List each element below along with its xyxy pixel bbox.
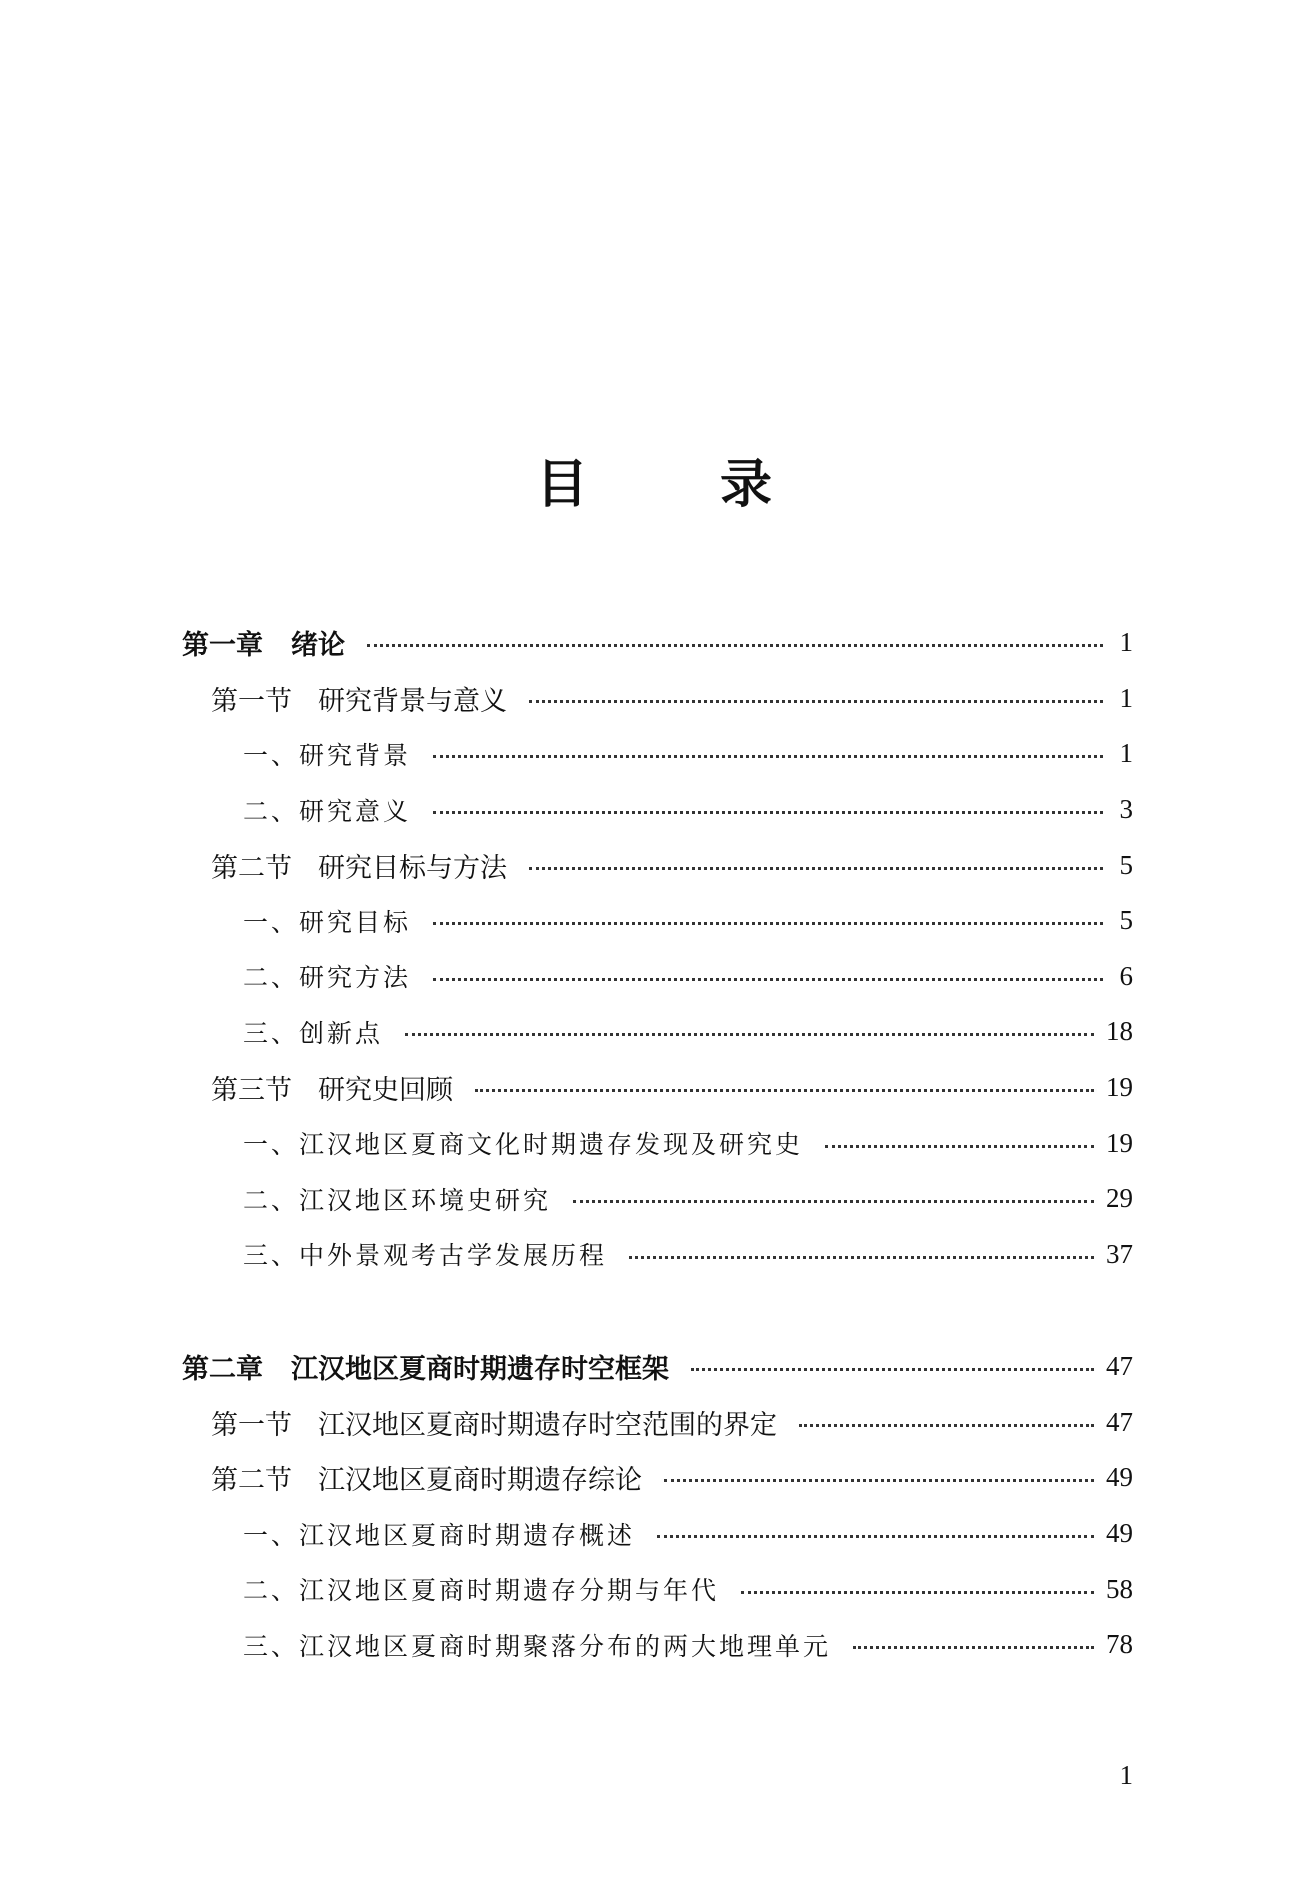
toc-chapter-1-section-3[interactable] (0, 1060, 1308, 1116)
dot-leader (367, 644, 1103, 647)
toc-item[interactable] (0, 1617, 1308, 1673)
dot-leader (529, 700, 1103, 703)
toc-chapter-2-section-2[interactable] (0, 1450, 1308, 1506)
toc-page-number: 1 (1119, 682, 1133, 713)
dot-leader (475, 1089, 1094, 1092)
toc-page-number: 37 (1106, 1238, 1133, 1269)
toc-chapter-number: 第一章 (182, 630, 263, 662)
toc-page-number: 29 (1106, 1183, 1133, 1214)
dot-leader (664, 1479, 1094, 1482)
toc-page-number: 5 (1119, 905, 1133, 936)
toc-page-number: 47 (1106, 1406, 1133, 1437)
toc-item[interactable] (0, 1227, 1308, 1283)
toc-section-label (211, 1458, 642, 1497)
dot-leader (433, 978, 1103, 981)
dot-leader (799, 1424, 1094, 1427)
toc-section-number: 第二节 (211, 852, 292, 884)
toc-item-label: 一、研究目标 (243, 907, 412, 937)
toc-section-title: 研究史回顾 (318, 1075, 453, 1107)
toc-page-number: 1 (1119, 738, 1133, 769)
toc-page-number: 18 (1106, 1016, 1133, 1047)
toc-chapter-2[interactable] (0, 1339, 1308, 1395)
dot-leader (657, 1535, 1094, 1538)
dot-leader (529, 867, 1103, 870)
toc-item[interactable] (0, 726, 1308, 782)
toc-chapter-1-label (182, 623, 345, 662)
toc-page-number: 19 (1106, 1127, 1133, 1158)
toc-item-label: 二、研究意义 (243, 796, 412, 826)
toc-item-label: 一、江汉地区夏商时期遗存概述 (243, 1520, 636, 1550)
toc-section-title: 江汉地区夏商时期遗存时空范围的界定 (318, 1409, 777, 1441)
dot-leader (405, 1033, 1094, 1036)
toc-item[interactable] (0, 949, 1308, 1005)
dot-leader (433, 811, 1103, 814)
toc-section-number: 第一节 (211, 685, 292, 717)
toc-section-number: 第二节 (211, 1465, 292, 1497)
toc-chapter-2-section-1[interactable] (0, 1395, 1308, 1451)
dot-leader (825, 1145, 1094, 1148)
dot-leader (629, 1256, 1094, 1259)
toc-page-number: 1 (1119, 627, 1133, 658)
toc-page-number: 49 (1106, 1462, 1133, 1493)
dot-leader (573, 1200, 1094, 1203)
toc-item[interactable] (0, 893, 1308, 949)
toc-item[interactable] (0, 1171, 1308, 1227)
dot-leader (691, 1368, 1094, 1371)
page-title: 目 录 (535, 454, 812, 515)
toc-page-number: 47 (1106, 1351, 1133, 1382)
toc-section-title: 江汉地区夏商时期遗存综论 (318, 1465, 642, 1497)
toc-section-label (211, 1068, 453, 1107)
toc-section-label (211, 846, 507, 885)
toc-chapter-title: 江汉地区夏商时期遗存时空框架 (291, 1354, 669, 1386)
toc-page-number: 6 (1119, 960, 1133, 991)
toc-item-label: 一、研究背景 (243, 740, 412, 770)
toc-section-label (211, 1403, 777, 1442)
toc-page-number: 58 (1106, 1573, 1133, 1604)
toc-chapter-1-section-1[interactable] (0, 671, 1308, 727)
toc-item[interactable] (0, 782, 1308, 838)
toc-page-number: 5 (1119, 849, 1133, 880)
toc-section-number: 第一节 (211, 1409, 292, 1441)
toc-page-number: 3 (1119, 794, 1133, 825)
toc-item-label: 三、中外景观考古学发展历程 (243, 1241, 608, 1271)
dot-leader (741, 1591, 1094, 1594)
toc-item-label: 三、江汉地区夏商时期聚落分布的两大地理单元 (243, 1631, 832, 1661)
toc-item[interactable] (0, 1561, 1308, 1617)
toc-section-label (211, 679, 507, 718)
toc-page-number: 19 (1106, 1072, 1133, 1103)
toc-item-label: 三、创新点 (243, 1018, 384, 1048)
dot-leader (433, 922, 1103, 925)
toc-item-label: 二、研究方法 (243, 963, 412, 993)
toc-chapter-1-section-2[interactable] (0, 837, 1308, 893)
toc-page-number: 78 (1106, 1629, 1133, 1660)
toc-item[interactable] (0, 1115, 1308, 1171)
dot-leader (853, 1646, 1094, 1649)
toc-chapter-1-group (0, 615, 1308, 1282)
toc-section-title: 研究目标与方法 (318, 852, 507, 884)
dot-leader (433, 755, 1103, 758)
toc-chapter-1[interactable] (0, 615, 1308, 671)
toc-item-label: 一、江汉地区夏商文化时期遗存发现及研究史 (243, 1130, 804, 1160)
page-folio-number: 1 (1119, 1760, 1133, 1790)
toc-chapter-title: 绪论 (291, 630, 345, 662)
toc-section-title: 研究背景与意义 (318, 685, 507, 717)
toc-item[interactable] (0, 1004, 1308, 1060)
toc-section-number: 第三节 (211, 1075, 292, 1107)
toc-chapter-2-label (182, 1347, 669, 1386)
toc-chapter-number: 第二章 (182, 1354, 263, 1386)
toc-chapter-2-group (0, 1339, 1308, 1673)
toc-item-label: 二、江汉地区环境史研究 (243, 1185, 552, 1215)
toc-page-number: 49 (1106, 1518, 1133, 1549)
toc-item[interactable] (0, 1506, 1308, 1562)
toc-item-label: 二、江汉地区夏商时期遗存分期与年代 (243, 1576, 720, 1606)
